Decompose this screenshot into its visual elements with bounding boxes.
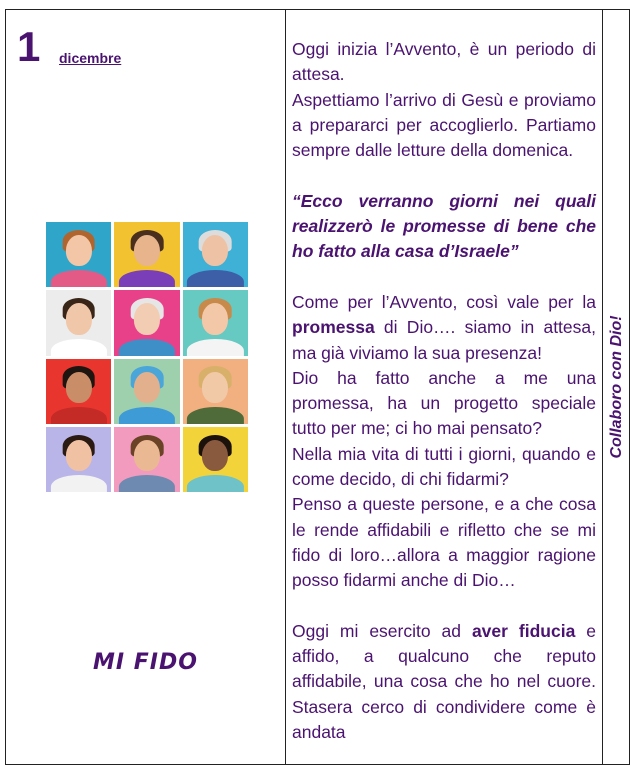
portrait-photo (114, 222, 179, 287)
left-column (6, 10, 285, 764)
portrait-shoulders (119, 407, 175, 424)
portrait-photo (183, 427, 248, 492)
portrait-shoulders (187, 339, 243, 356)
paragraph-promise: Come per l’Avvento, così vale per la promessa di Dio…. siamo in attesa, ma già viviamo la sua presenza! (292, 291, 596, 363)
portrait-face (66, 372, 92, 403)
side-label: Collaboro con Dio! (607, 315, 625, 459)
calendar-card (5, 9, 630, 765)
portrait-photo (114, 427, 179, 492)
portrait-photo (46, 222, 111, 287)
portrait-face (202, 440, 228, 471)
trust-phrase: aver fiducia (471, 620, 576, 641)
portrait-photo (183, 359, 248, 424)
portrait-face (134, 303, 160, 334)
text-column (286, 10, 602, 764)
paragraph-project: Dio ha fatto anche a me una promessa, ha un progetto speciale tutto per me; ci ho mai pensato? (292, 367, 596, 439)
portrait-photo (183, 222, 248, 287)
promise-word: promessa (292, 317, 375, 338)
portrait-face (202, 372, 228, 403)
paragraph-waiting: Aspettiamo l’arrivo di Gesù e proviamo a prepararci per accoglierlo. Partiamo sempre dalle letture della domenica. (292, 89, 596, 161)
side-column (603, 10, 630, 764)
reflection-text (292, 37, 596, 745)
portrait-face (134, 372, 160, 403)
portrait-shoulders (187, 407, 243, 424)
portrait-photo (46, 359, 111, 424)
portrait-photo (46, 290, 111, 355)
portrait-shoulders (187, 270, 243, 287)
scripture-quote: “Ecco verranno giorni nei quali realizzerò le promesse di bene che ho fatto alla casa d’Israele” (292, 190, 596, 262)
paragraph-trust-question: Nella mia vita di tutti i giorni, quando e come decido, di chi fidarmi? (292, 443, 596, 490)
portrait-face (66, 440, 92, 471)
paragraph-exercise: Oggi mi esercito ad aver fiducia e affido, a qualcuno che reputo affidabile, una cosa che ho nel cuore. Stasera cerco di condividere come è andata (292, 620, 596, 743)
portrait-photo (183, 290, 248, 355)
portrait-shoulders (119, 475, 175, 492)
portrait-face (134, 235, 160, 266)
month-label: dicembre (59, 50, 122, 66)
portrait-photo (46, 427, 111, 492)
portrait-shoulders (51, 339, 107, 356)
portrait-face (202, 235, 228, 266)
portrait-face (202, 303, 228, 334)
caption-mi-fido: MI FIDO (93, 650, 198, 675)
portrait-shoulders (51, 475, 107, 492)
portrait-face (66, 235, 92, 266)
portrait-face (66, 303, 92, 334)
paragraph-reflect: Penso a queste persone, e a che cosa le rende affidabili e rifletto che se mi fido di loro…allora a maggior ragione posso fidarmi anche di Dio… (292, 494, 596, 591)
portrait-shoulders (119, 270, 175, 287)
paragraph-intro: Oggi inizia l’Avvento, è un periodo di attesa. (292, 39, 596, 85)
portrait-shoulders (119, 339, 175, 356)
portrait-shoulders (51, 407, 107, 424)
portrait-shoulders (51, 270, 107, 287)
portrait-photo (114, 359, 179, 424)
portrait-photo (114, 290, 179, 355)
portrait-face (134, 440, 160, 471)
portrait-shoulders (187, 475, 243, 492)
people-photo-grid (46, 222, 248, 492)
day-number: 1 (17, 23, 41, 70)
